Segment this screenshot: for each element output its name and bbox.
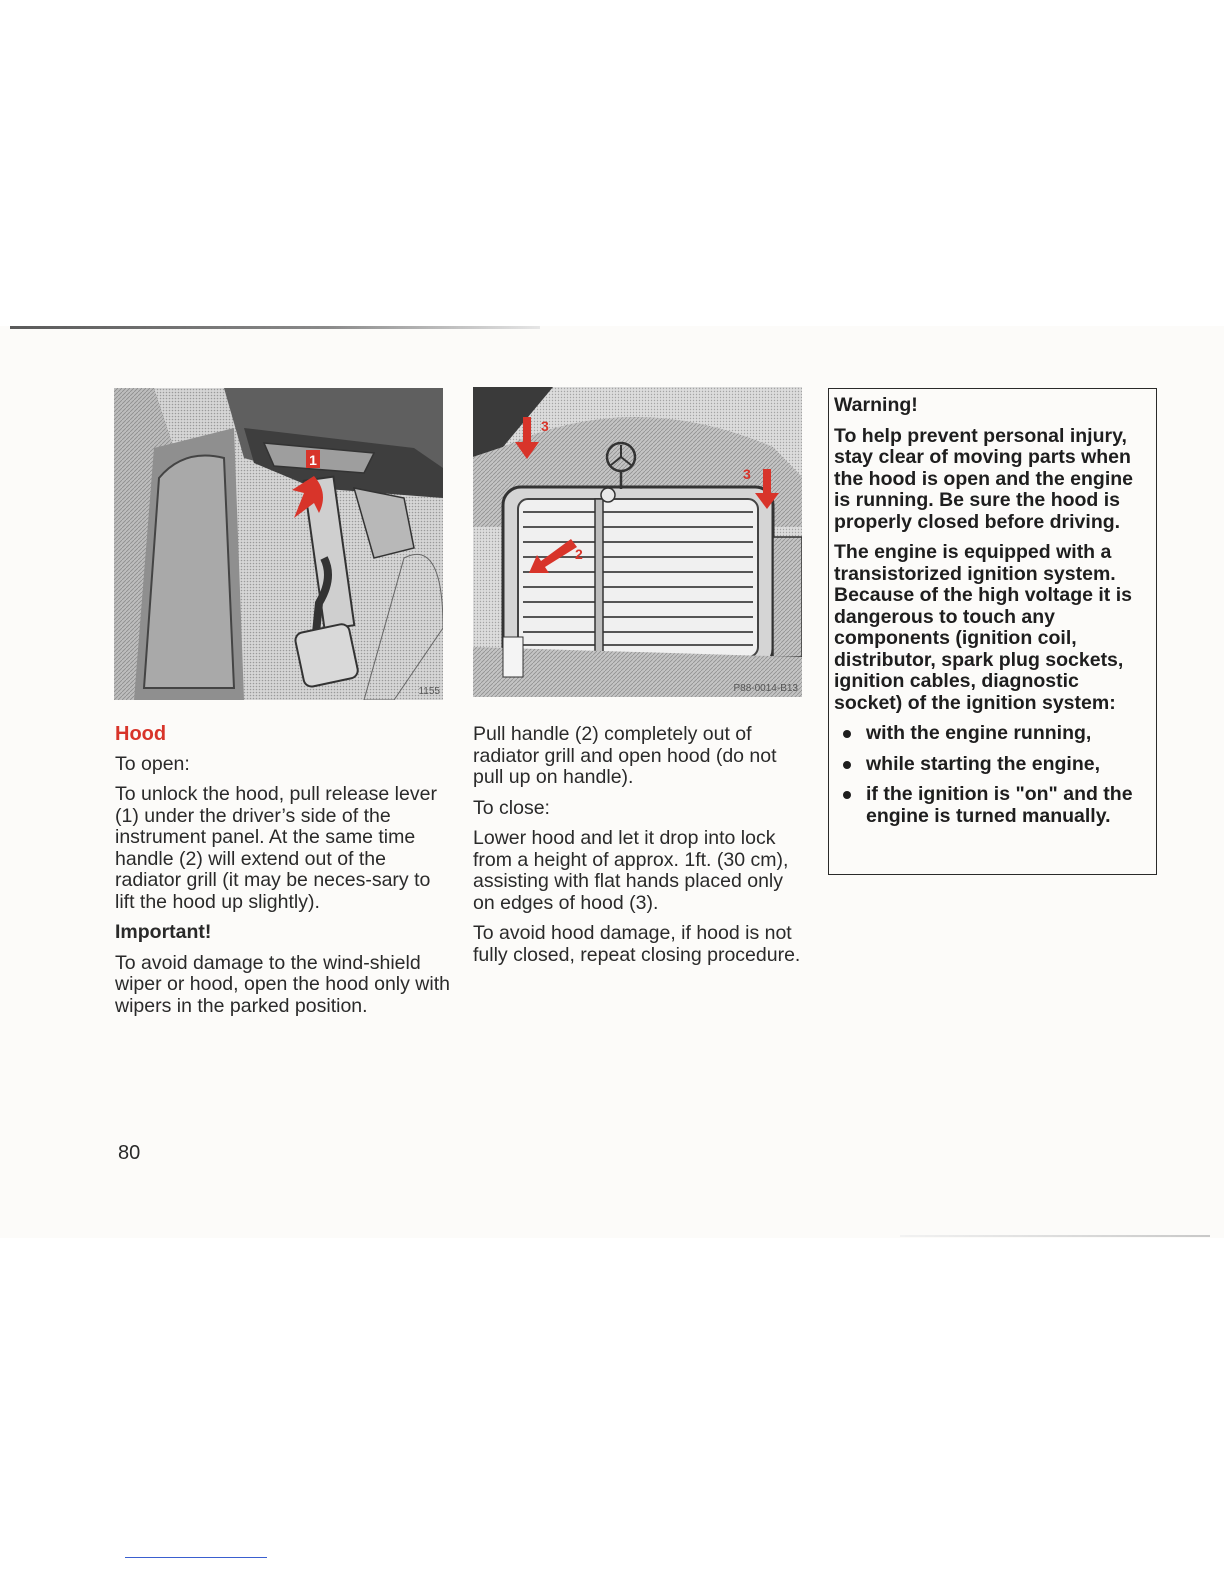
warning-box: [828, 388, 1157, 875]
section-heading: Hood: [115, 723, 167, 745]
callout-3-right: 3: [743, 466, 751, 482]
middle-column: [473, 724, 803, 975]
hood-release-drawing: [114, 388, 443, 700]
radiator-grill-drawing: [473, 387, 802, 697]
close-label: To close:: [473, 796, 550, 819]
warning-paragraph-2: The engine is equipped with a transistorized ignition system. Because of the high voltage it is dangerous to touch any components (ignition coil, distributor, spark plug sockets, ignition cables, diagnostic socket) of the ignition system:: [834, 541, 1132, 714]
figure-code: P88-0014-B13: [733, 683, 798, 694]
radiator-grill-illustration: [473, 387, 802, 697]
page-number: 80: [118, 1142, 141, 1164]
warning-list: [834, 723, 1152, 827]
figure-code: 1155: [418, 686, 440, 697]
left-column: [115, 724, 450, 1026]
list-item: with the engine running,: [834, 723, 1152, 745]
hood-damage-text: To avoid hood damage, if hood is not fully closed, repeat closing procedure.: [473, 922, 801, 966]
callout-2: 2: [575, 546, 583, 562]
list-item: if the ignition is "on" and the engine is turned manually.: [834, 784, 1152, 827]
hood-release-illustration: [114, 388, 443, 700]
warning-paragraph-1: To help prevent personal injury, stay clear of moving parts when the hood is open and the engine is running. Be sure the hood is properly closed before driving.: [834, 424, 1134, 533]
close-instructions: Lower hood and let it drop into lock from a height of approx. 1ft. (30 cm), assisting with flat hands placed only on edges of hood (3).: [473, 827, 789, 914]
open-instructions: To unlock the hood, pull release lever (1) under the driver’s side of the instrument panel. At the same time handle (2) will extend out of the radiator grill (it may be neces-sary to lift the hood up slightly).: [115, 783, 437, 913]
pull-handle-text: Pull handle (2) completely out of radiator grill and open hood (do not pull up on handle).: [473, 723, 777, 788]
important-text: To avoid damage to the wind-shield wiper or hood, open the hood only with wipers in the parked position.: [115, 951, 450, 1017]
top-rule: [10, 326, 540, 329]
important-label: Important!: [115, 921, 212, 943]
bottom-rule: [900, 1235, 1210, 1237]
callout-3-left: 3: [541, 418, 549, 434]
callout-1: 1: [309, 452, 317, 468]
list-item: while starting the engine,: [834, 754, 1152, 776]
warning-title: Warning!: [834, 394, 918, 416]
footer-link-rule: [125, 1557, 267, 1558]
open-label: To open:: [115, 752, 190, 775]
